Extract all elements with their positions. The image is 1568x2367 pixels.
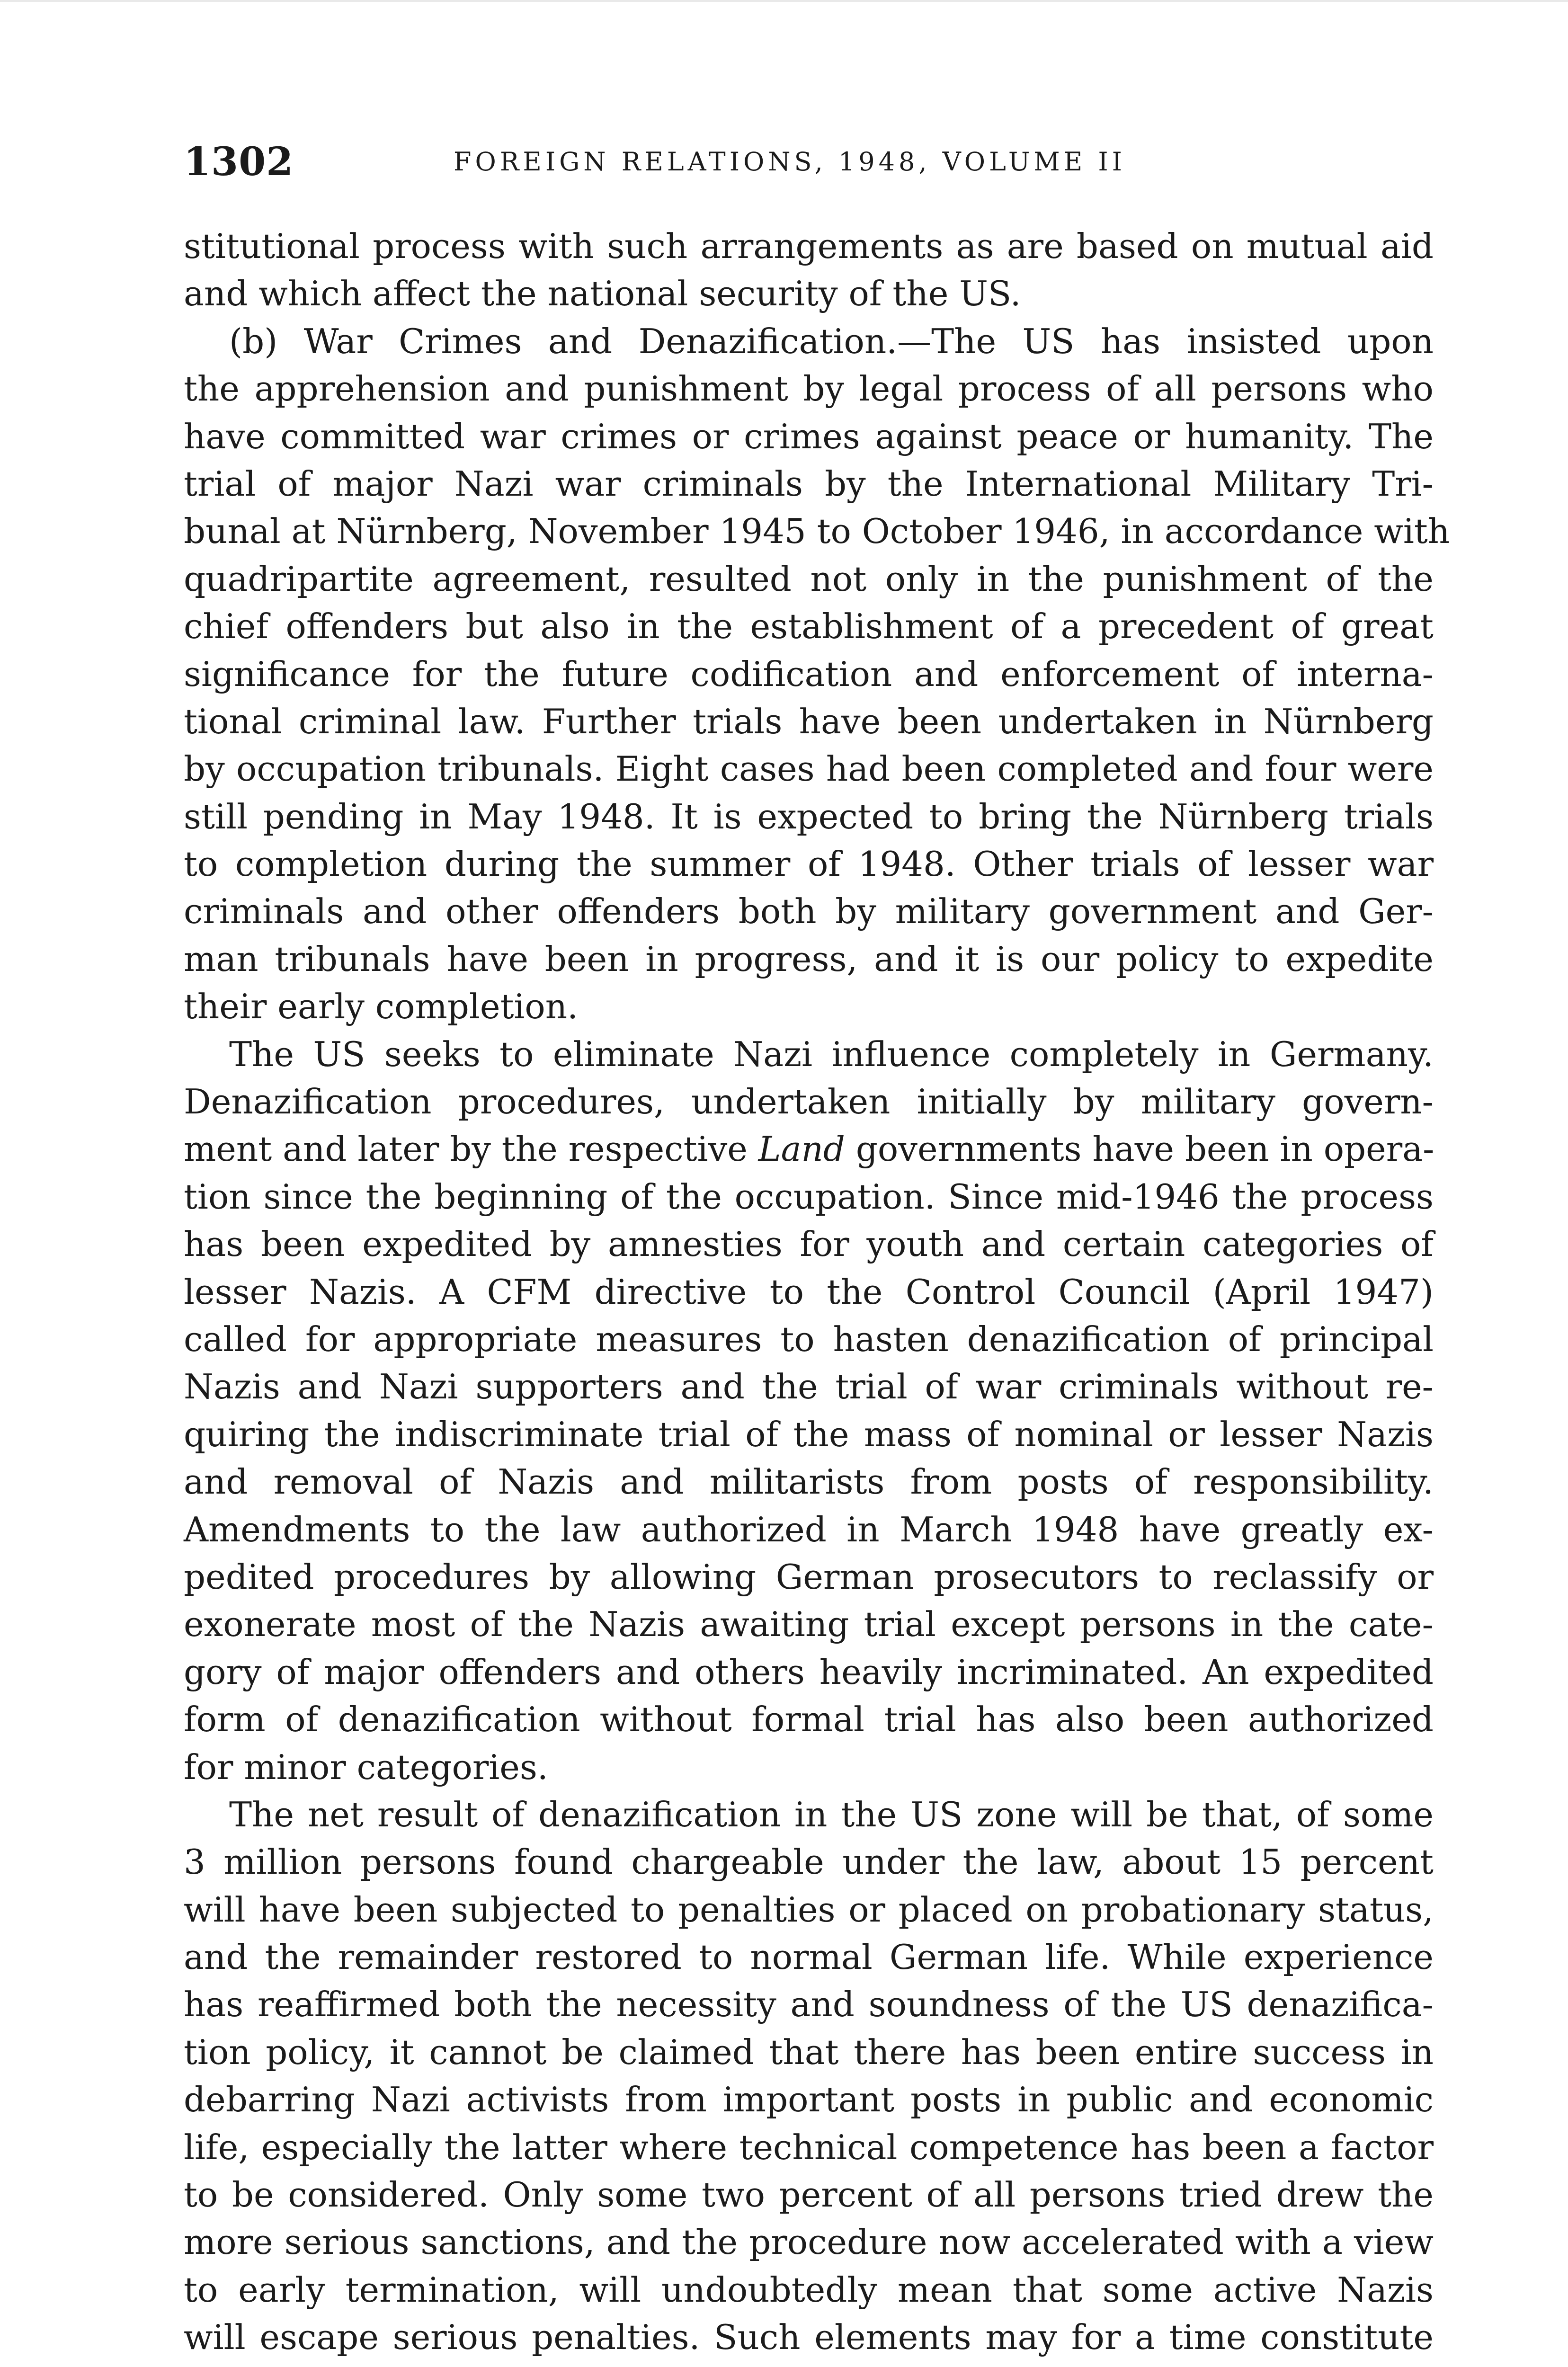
text-line: gory of major offenders and others heavily incriminated. An expedited <box>184 1652 1434 1692</box>
text-line: more serious sanctions, and the procedure now accelerated with a view <box>184 2222 1434 2262</box>
text-segment: ment and later by the respective <box>184 1129 748 1169</box>
text-line: form of denazification without formal trial has also been authorized <box>184 1700 1434 1740</box>
text-line: to completion during the summer of 1948. Other trials of lesser war <box>184 844 1434 884</box>
text-line: tion since the beginning of the occupation. Since mid-1946 the process <box>184 1176 1434 1217</box>
text-line: The US seeks to eliminate Nazi influence completely in Germany. <box>229 1034 1434 1074</box>
running-title: FOREIGN RELATIONS, 1948, VOLUME II <box>454 147 1126 177</box>
text-line: for minor categories. <box>184 1747 548 1787</box>
text-line: called for appropriate measures to hasten denazification of principal <box>184 1319 1434 1359</box>
text-line: will escape serious penalties. Such elements may for a time constitute <box>184 2317 1434 2358</box>
text-line: has been expedited by amnesties for youth and certain categories of <box>184 1224 1434 1264</box>
text-line: bunal at Nürnberg, November 1945 to October 1946, in accordance with <box>184 511 1450 552</box>
text-line: life, especially the latter where technical competence has been a factor <box>184 2127 1434 2167</box>
text-line: quadripartite agreement, resulted not only in the punishment of the <box>184 559 1434 599</box>
text-line: the apprehension and punishment by legal process of all persons who <box>184 369 1434 409</box>
text-line: pedited procedures by allowing German prosecutors to reclassify or <box>184 1557 1434 1597</box>
text-line: (b) War Crimes and Denazification.—The US has insisted upon <box>229 321 1434 361</box>
text-line: will have been subjected to penalties or placed on probationary status, <box>184 1889 1434 1930</box>
text-line: to early termination, will undoubtedly mean that some active Nazis <box>184 2269 1434 2310</box>
text-line: 3 million persons found chargeable under the law, about 15 percent <box>184 1842 1434 1882</box>
text-line: trial of major Nazi war criminals by the International Military Tri- <box>184 463 1434 504</box>
text-line: has reaffirmed both the necessity and soundness of the US denazifica- <box>184 1984 1434 2025</box>
page-number: 1302 <box>184 139 294 185</box>
text-line: debarring Nazi activists from important posts in public and economic <box>184 2080 1434 2120</box>
top-edge-rule <box>0 0 1568 2</box>
text-line: Nazis and Nazi supporters and the trial of war criminals without re- <box>184 1367 1434 1407</box>
text-line: quiring the indiscriminate trial of the mass of nominal or lesser Nazis <box>184 1414 1434 1454</box>
text-line: tional criminal law. Further trials have been undertaken in Nürnberg <box>184 701 1434 741</box>
text-line: to be considered. Only some two percent of all persons tried drew the <box>184 2175 1434 2215</box>
text-line: chief offenders but also in the establishment of a precedent of great <box>184 606 1434 647</box>
text-line: by occupation tribunals. Eight cases had been completed and four were <box>184 749 1434 789</box>
text-line: still pending in May 1948. It is expected to bring the Nürnberg trials <box>184 796 1434 836</box>
text-line: significance for the future codification and enforcement of interna- <box>184 654 1434 694</box>
text-line-with-italic <box>184 1125 1434 1173</box>
text-line: exonerate most of the Nazis awaiting trial except persons in the cate- <box>184 1604 1434 1645</box>
text-line: tion policy, it cannot be claimed that there has been entire success in <box>184 2032 1434 2072</box>
text-line: The net result of denazification in the US zone will be that, of some <box>229 1794 1434 1834</box>
text-line: criminals and other offenders both by military government and Ger- <box>184 891 1434 932</box>
text-segment: governments have been in opera- <box>845 1129 1434 1169</box>
body-text <box>184 222 1450 2361</box>
text-line: stitutional process with such arrangements as are based on mutual aid <box>184 226 1434 266</box>
text-line: lesser Nazis. A CFM directive to the Control Council (April 1947) <box>184 1272 1434 1312</box>
italic-word-land: Land <box>758 1129 845 1169</box>
text-line: Denazification procedures, undertaken initially by military govern- <box>184 1082 1434 1122</box>
text-line: and which affect the national security of the US. <box>184 274 1021 314</box>
page-header <box>184 133 1438 190</box>
text-line: have committed war crimes or crimes against peace or humanity. The <box>184 416 1434 456</box>
text-line: their early completion. <box>184 987 579 1027</box>
text-line: and the remainder restored to normal German life. While experience <box>184 1937 1434 1977</box>
text-line: Amendments to the law authorized in March 1948 have greatly ex- <box>184 1509 1434 1549</box>
text-line: and removal of Nazis and militarists from posts of responsibility. <box>184 1462 1434 1502</box>
text-line: man tribunals have been in progress, and it is our policy to expedite <box>184 939 1434 979</box>
